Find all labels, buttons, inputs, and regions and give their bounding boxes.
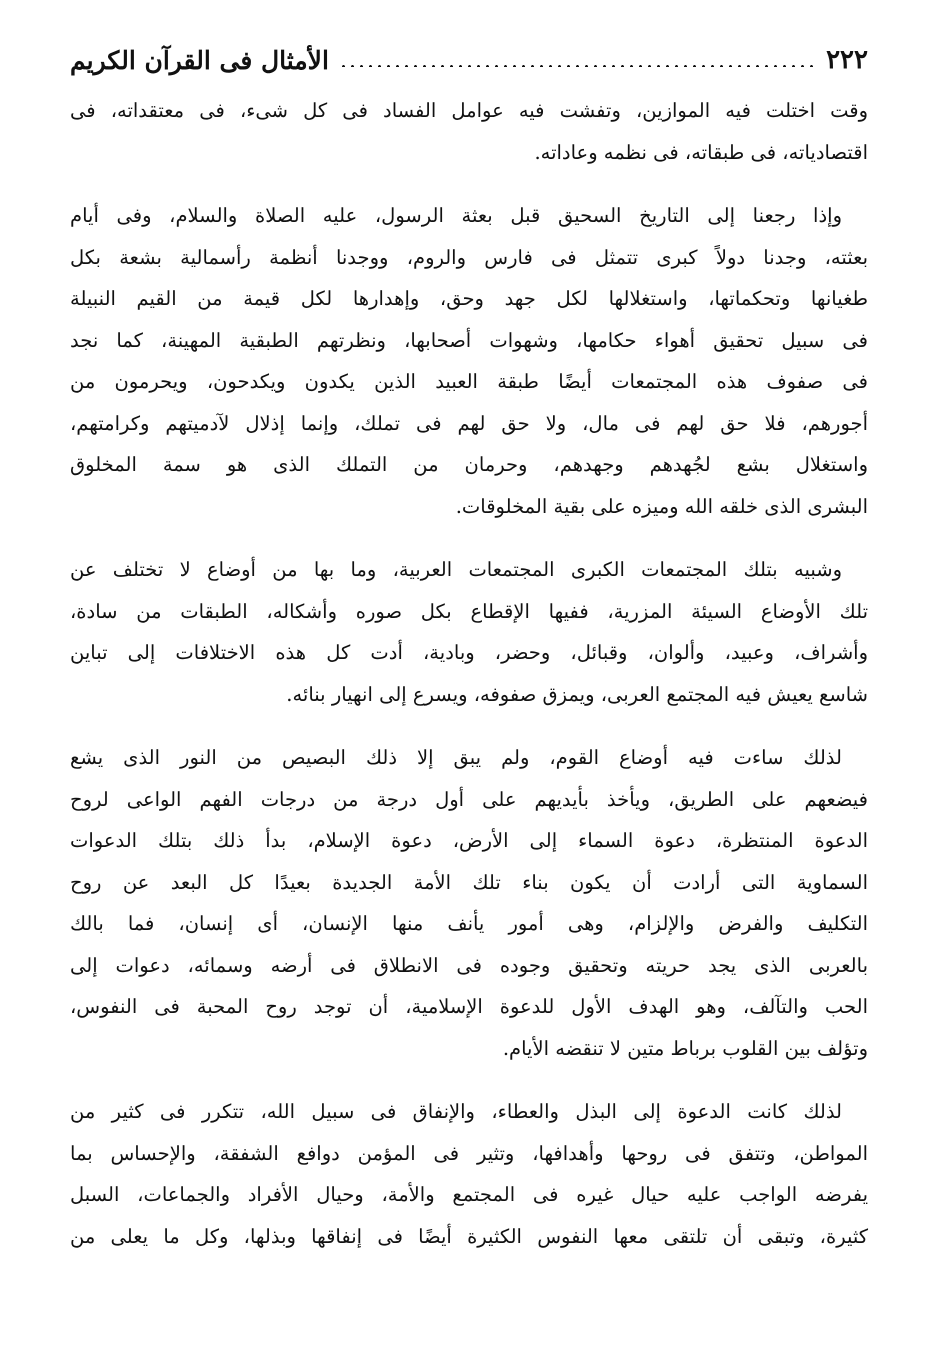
text-line: وشبيه بتلك المجتمعات الكبرى المجتمعات العربية، وما بها من أوضاع لا تختلف عن xyxy=(70,558,842,581)
text-line: البشرى الذى خلقه الله وميزه على بقية المخلوقات. xyxy=(455,494,868,518)
page-body xyxy=(70,90,868,1257)
text-line: اقتصادياته، فى طبقاته، فى نظمه وعاداته. xyxy=(534,140,868,164)
text-line: فيضعهم على الطريق، ويأخذ بأيديهم على أول درجة من درجات الفهم الواعى لروح xyxy=(70,787,868,811)
text-line: الحب والتآلف، وهو الهدف الأول للدعوة الإسلامية، أن توجد روح المحبة فى النفوس، xyxy=(70,995,868,1018)
text-line: شاسع يعيش فيه المجتمع العربى، ويمزق صفوفه، ويسرع إلى انهيار بنائه. xyxy=(286,682,868,706)
running-title: الأمثال فى القرآن الكريم xyxy=(70,45,329,75)
paragraph xyxy=(70,549,868,715)
page-header xyxy=(70,38,868,82)
text-line: تلك الأوضاع السيئة المزرية، ففيها الإقطاع بكل صوره وأشكاله، الطبقات من سادة، xyxy=(70,599,868,623)
text-line: يفرضه الواجب عليه حيال غيره فى المجتمع والأمة، وحيال الأفراد والجماعات، السبل xyxy=(70,1183,868,1206)
text-line: وأشراف، وعبيد، وألوان، وقبائل، وحضر، وبادية، أدت كل هذه الاختلافات إلى تباين xyxy=(70,641,868,664)
paragraph xyxy=(70,90,868,173)
text-line: فى سبيل تحقيق أهواء حكامها، وشهوات أصحابها، ونظرتهم الطبقية المهينة، كما نجد xyxy=(70,328,868,352)
text-line: طغيانها وتحكماتها، واستغلالها لكل جهد وحق، وإهدارها لكل قيمة من القيم النبيلة xyxy=(70,287,868,310)
paragraph xyxy=(70,195,868,527)
text-line: الدعوة المنتظرة، دعوة السماء إلى الأرض، دعوة الإسلام، بدأ ذلك بتلك الدعوات xyxy=(70,829,868,852)
text-line: وقت اختلت فيه الموازين، وتفشت فيه عوامل الفساد فى كل شىء، فى معتقداته، فى xyxy=(70,99,868,122)
page-number: ٢٢٢ xyxy=(826,45,868,75)
text-line: بعثته، وجدنا دولاً كبرى تتمثل فى فارس والروم، ووجدنا أنظمة رأسمالية بشعة بكل xyxy=(70,245,868,269)
text-line: التكليف والفرض والإلزام، وهى أمور يأنف منها الإنسان، أى إنسان، فما بالك xyxy=(70,912,868,935)
text-line: بالعربى الذى يجد حريته وتحقيق وجوده فى الانطلاق فى أرضه وسمائه، دعوات إلى xyxy=(70,953,868,977)
text-line: واستغلال بشع لجُهدهم وجهدهم، وحرمان من التملك الذى هو سمة المخلوق xyxy=(70,453,868,476)
text-line: أجورهم، فلا حق لهم فى مال، ولا حق لهم فى تملك، وإنما إذلال لآدميتهم وكرامتهم، xyxy=(70,411,868,435)
text-line: وتؤلف بين القلوب برباط متين لا تنقضه الأيام. xyxy=(502,1036,868,1060)
text-line: المواطن، وتتفق فى روحها وأهدافها، وتثير فى المؤمن دوافع الشفقة، والإحساس بما xyxy=(70,1141,868,1165)
text-line: السماوية التى أرادت أن يكون بناء تلك الأمة الجديدة بعيدًا كل البعد عن روح xyxy=(70,870,868,894)
paragraph xyxy=(70,737,868,1069)
text-line: لذلك ساءت فيه أوضاع القوم، ولم يبق إلا ذلك البصيص من النور الذى يشع xyxy=(70,746,842,769)
paragraph xyxy=(70,1091,868,1257)
text-line: كثيرة، وتبقى أن تلتقى معها النفوس الكثيرة أيضًا فى إنفاقها وبذلها، وكل ما يعلى من xyxy=(70,1224,868,1248)
header-dot-leader xyxy=(339,65,816,67)
text-line: فى صفوف هذه المجتمعات أيضًا طبقة العبيد الذين يكدون ويكدحون، ويحرمون من xyxy=(70,370,868,393)
text-line: وإذا رجعنا إلى التاريخ السحيق قبل بعثة الرسول، عليه الصلاة والسلام، وفى أيام xyxy=(70,204,842,227)
text-line: لذلك كانت الدعوة إلى البذل والعطاء، والإنفاق فى سبيل الله، تتكرر فى كثير من xyxy=(70,1100,842,1123)
book-page xyxy=(70,38,868,1338)
